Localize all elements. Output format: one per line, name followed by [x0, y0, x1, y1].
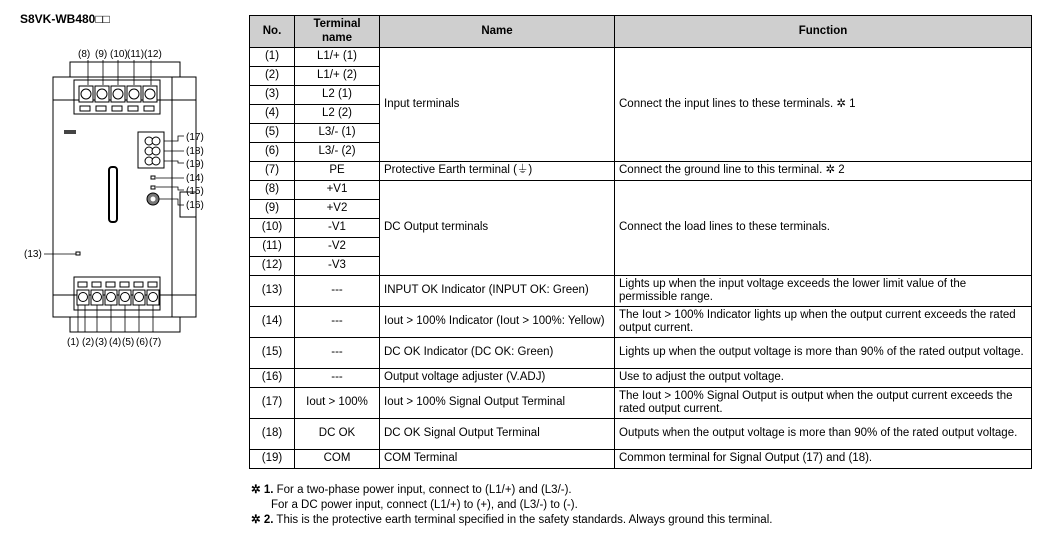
cell-name: DC Output terminals [380, 181, 615, 276]
cell-terminal: COM [295, 450, 380, 469]
cell-terminal: L2 (1) [295, 86, 380, 105]
table-row [250, 48, 1032, 67]
cell-terminal: PE [295, 162, 380, 181]
cell-no: (17) [250, 388, 295, 419]
header-terminal-name: Terminal name [295, 16, 380, 48]
label-10: (10) [110, 49, 128, 60]
cell-name: Iout > 100% Indicator (Iout > 100%: Yellow) [380, 307, 615, 338]
cell-no: (16) [250, 369, 295, 388]
signal-terminal-block [138, 132, 164, 168]
label-5: (5) [122, 337, 135, 348]
model-title: S8VK-WB480□□ [20, 12, 110, 26]
cell-name: Input terminals [380, 48, 615, 162]
cell-function: Connect the load lines to these terminals. [615, 181, 1032, 276]
cell-terminal: +V2 [295, 200, 380, 219]
iout-indicator [151, 176, 155, 179]
table-row [250, 388, 1032, 419]
cell-terminal: --- [295, 307, 380, 338]
cell-function: Use to adjust the output voltage. [615, 369, 1032, 388]
cell-terminal: L3/- (1) [295, 124, 380, 143]
label-2: (2) [82, 337, 95, 348]
table-row [250, 450, 1032, 469]
label-9: (9) [95, 49, 108, 60]
cell-no: (12) [250, 257, 295, 276]
footnote-1-mark: ✲ 1. [251, 484, 274, 496]
terminal-layout-diagram [20, 40, 245, 360]
input-ok-indicator [76, 252, 80, 255]
footnote-1 [251, 483, 772, 498]
cell-terminal: -V3 [295, 257, 380, 276]
cell-function: The Iout > 100% Signal Output is output when the output current exceeds the rated output current. [615, 388, 1032, 419]
omron-logo [64, 130, 76, 134]
dc-ok-indicator [151, 186, 155, 189]
cell-no: (19) [250, 450, 295, 469]
header-function: Function [615, 16, 1032, 48]
cell-name: DC OK Signal Output Terminal [380, 419, 615, 450]
cell-no: (10) [250, 219, 295, 238]
cell-terminal: L3/- (2) [295, 143, 380, 162]
cell-terminal: -V2 [295, 238, 380, 257]
cell-name: COM Terminal [380, 450, 615, 469]
bottom-terminal-block [77, 282, 159, 305]
vent-slot [109, 167, 117, 222]
table-row [250, 276, 1032, 307]
header-no: No. [250, 16, 295, 48]
label-18: (18) [186, 146, 204, 157]
cell-terminal: -V1 [295, 219, 380, 238]
cell-no: (15) [250, 338, 295, 369]
label-19: (19) [186, 159, 204, 170]
top-terminal-block [79, 86, 157, 111]
cell-no: (13) [250, 276, 295, 307]
label-6: (6) [136, 337, 149, 348]
cell-name: Iout > 100% Signal Output Terminal [380, 388, 615, 419]
label-4: (4) [109, 337, 122, 348]
cell-terminal: Iout > 100% [295, 388, 380, 419]
table-row [250, 181, 1032, 200]
cell-function: Lights up when the output voltage is more than 90% of the rated output voltage. [615, 338, 1032, 369]
label-17: (17) [186, 132, 204, 143]
cell-no: (1) [250, 48, 295, 67]
cell-terminal: +V1 [295, 181, 380, 200]
cell-no: (5) [250, 124, 295, 143]
cell-no: (6) [250, 143, 295, 162]
cell-terminal: --- [295, 338, 380, 369]
terminal-table [249, 15, 1032, 469]
label-13: (13) [24, 249, 42, 260]
cell-function: Outputs when the output voltage is more than 90% of the rated output voltage. [615, 419, 1032, 450]
cell-no: (14) [250, 307, 295, 338]
cell-name: INPUT OK Indicator (INPUT OK: Green) [380, 276, 615, 307]
footnote-2 [251, 513, 772, 528]
header-name: Name [380, 16, 615, 48]
footnote-1-line1: For a two-phase power input, connect to (L1/+) and (L3/-). [276, 484, 572, 496]
cell-no: (7) [250, 162, 295, 181]
table-row [250, 419, 1032, 450]
label-8: (8) [78, 49, 91, 60]
cell-name: DC OK Indicator (DC OK: Green) [380, 338, 615, 369]
footnote-2-mark: ✲ 2. [251, 514, 274, 526]
label-16: (16) [186, 200, 204, 211]
cell-name: Protective Earth terminal (⏚) [380, 162, 615, 181]
label-12: (12) [144, 49, 162, 60]
label-14: (14) [186, 173, 204, 184]
cell-function: The Iout > 100% Indicator lights up when the output current exceeds the rated output current. [615, 307, 1032, 338]
cell-function: Connect the input lines to these terminals. ✲ 1 [615, 48, 1032, 162]
table-row [250, 369, 1032, 388]
cell-name: Output voltage adjuster (V.ADJ) [380, 369, 615, 388]
cell-no: (2) [250, 67, 295, 86]
cell-function: Common terminal for Signal Output (17) and (18). [615, 450, 1032, 469]
cell-no: (11) [250, 238, 295, 257]
table-row [250, 307, 1032, 338]
cell-terminal: L1/+ (2) [295, 67, 380, 86]
label-7: (7) [149, 337, 162, 348]
table-row [250, 338, 1032, 369]
cell-terminal: --- [295, 369, 380, 388]
cell-no: (3) [250, 86, 295, 105]
label-1: (1) [67, 337, 80, 348]
cell-terminal: L2 (2) [295, 105, 380, 124]
table-header-row [250, 16, 1032, 48]
cell-function: Connect the ground line to this terminal. ✲ 2 [615, 162, 1032, 181]
footnote-2-line1: This is the protective earth terminal specified in the safety standards. Always ground this terminal. [276, 514, 773, 526]
footnote-1-line2: For a DC power input, connect (L1/+) to (+), and (L3/-) to (-). [271, 499, 578, 511]
table-row [250, 162, 1032, 181]
label-3: (3) [95, 337, 108, 348]
cell-no: (8) [250, 181, 295, 200]
cell-terminal: DC OK [295, 419, 380, 450]
cell-terminal: L1/+ (1) [295, 48, 380, 67]
footnotes [251, 483, 772, 528]
cell-no: (18) [250, 419, 295, 450]
label-15: (15) [186, 186, 204, 197]
voltage-adjuster [147, 193, 159, 205]
label-11: (11) [127, 49, 145, 60]
cell-function: Lights up when the input voltage exceeds the lower limit value of the permissible range. [615, 276, 1032, 307]
cell-no: (9) [250, 200, 295, 219]
cell-no: (4) [250, 105, 295, 124]
cell-terminal: --- [295, 276, 380, 307]
